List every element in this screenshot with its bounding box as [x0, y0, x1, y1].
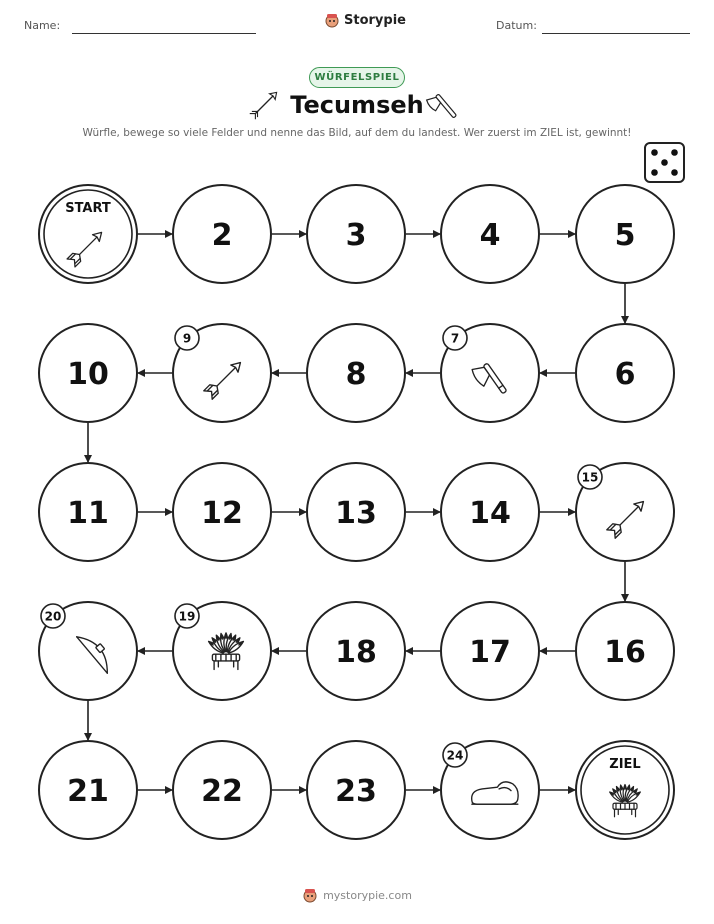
field-18[interactable] — [307, 602, 405, 700]
field-number: 19 — [178, 609, 196, 624]
field-number: 5 — [614, 218, 636, 253]
field-15[interactable] — [576, 463, 674, 561]
brand-name: Storypie — [344, 12, 406, 28]
field-number: 15 — [581, 470, 599, 485]
field-7[interactable] — [441, 324, 539, 422]
field-circle — [39, 185, 137, 283]
field-number: 9 — [182, 331, 192, 346]
footer — [0, 887, 714, 903]
name-label: Name: — [24, 19, 61, 32]
field-17[interactable] — [441, 602, 539, 700]
footer-url: mystorypie.com — [323, 888, 412, 902]
field-goal[interactable] — [576, 741, 674, 839]
field-6[interactable] — [576, 324, 674, 422]
field-14[interactable] — [441, 463, 539, 561]
field-number: 18 — [335, 635, 377, 670]
field-number: 3 — [345, 218, 367, 253]
field-22[interactable] — [173, 741, 271, 839]
field-number: 23 — [335, 774, 377, 809]
field-4[interactable] — [441, 185, 539, 283]
field-21[interactable] — [39, 741, 137, 839]
date-label: Datum: — [496, 19, 537, 32]
field-label: START — [65, 201, 111, 216]
storypie-mascot-icon — [302, 887, 318, 903]
field-5[interactable] — [576, 185, 674, 283]
field-number: 16 — [604, 635, 646, 670]
field-label: ZIEL — [609, 757, 641, 772]
field-19[interactable] — [173, 602, 271, 700]
field-8[interactable] — [307, 324, 405, 422]
field-10[interactable] — [39, 324, 137, 422]
field-12[interactable] — [173, 463, 271, 561]
field-number: 13 — [335, 496, 377, 531]
field-number: 11 — [67, 496, 109, 531]
field-number: 20 — [44, 609, 62, 624]
field-number: 7 — [450, 331, 460, 346]
field-number: 22 — [201, 774, 243, 809]
dice-icon — [645, 143, 684, 182]
page-title: Tecumseh — [290, 91, 424, 119]
field-number: 17 — [469, 635, 511, 670]
field-number: 12 — [201, 496, 243, 531]
field-number: 10 — [67, 357, 109, 392]
field-number: 4 — [479, 218, 501, 253]
field-number: 8 — [345, 357, 367, 392]
field-number: 2 — [211, 218, 233, 253]
field-number: 14 — [469, 496, 511, 531]
instructions: Würfle, bewege so viele Felder und nenne das Bild, auf dem du landest. Wer zuerst im ZIEL ist, gewinnt! — [82, 127, 632, 139]
field-13[interactable] — [307, 463, 405, 561]
field-start[interactable] — [39, 185, 137, 283]
field-number: 24 — [446, 748, 464, 763]
field-11[interactable] — [39, 463, 137, 561]
field-number: 6 — [614, 357, 636, 392]
game-type-badge: WÜRFELSPIEL — [309, 67, 405, 88]
field-2[interactable] — [173, 185, 271, 283]
field-number: 21 — [67, 774, 109, 809]
field-20[interactable] — [39, 602, 137, 700]
field-24[interactable] — [441, 741, 539, 839]
field-3[interactable] — [307, 185, 405, 283]
field-9[interactable] — [173, 324, 271, 422]
field-23[interactable] — [307, 741, 405, 839]
field-16[interactable] — [576, 602, 674, 700]
